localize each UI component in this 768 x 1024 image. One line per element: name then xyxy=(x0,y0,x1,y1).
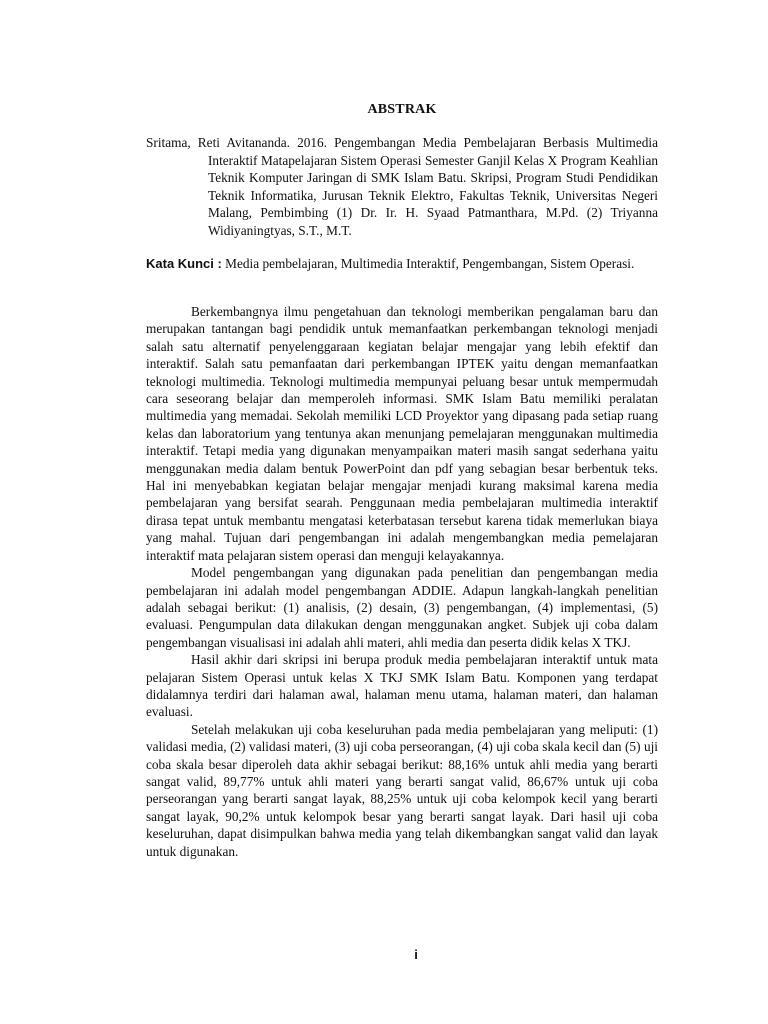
paragraph: Model pengembangan yang digunakan pada penelitian dan pengembangan media pembelajaran ini adalah model pengembangan ADDIE. Adapun langkah-langkah penelitian adalah sebagai berikut: (1) analisis, (2) desain, (3) pengembangan, (4) implementasi, (5) evaluasi. Pengumpulan data dilakukan dengan menggunakan angket. Subjek uji coba dalam pengembangan visualisasi ini adalah ahli materi, ahli media dan peserta didik kelas X TKJ. xyxy=(146,565,658,650)
abstract-body xyxy=(146,303,658,860)
paragraph: Setelah melakukan uji coba keseluruhan pada media pembelajaran yang meliputi: (1) validasi media, (2) validasi materi, (3) uji coba perseorangan, (4) uji coba skala kecil dan (5) uji coba skala besar diperoleh data akhir sebagai berikut: 88,16% untuk ahli media yang berarti sangat valid, 89,77% untuk ahli materi yang berarti sangat valid, 86,67% untuk uji coba perseorangan yang berarti sangat layak, 88,25% untuk uji coba kelompok kecil yang berarti sangat layak, 90,2% untuk kelompok besar yang berarti sangat layak. Dari hasil uji coba keseluruhan, dapat disimpulkan bahwa media yang telah dikembangkan sangat valid dan layak untuk digunakan. xyxy=(146,721,658,859)
keywords xyxy=(146,255,658,273)
keywords-label: Kata Kunci : xyxy=(146,256,222,271)
citation: Sritama, Reti Avitananda. 2016. Pengembangan Media Pembelajaran Berbasis Multimedia Interaktif Matapelajaran Sistem Operasi Semester Ganjil Kelas X Program Keahlian Teknik Komputer Jaringan di SMK Islam Batu. Skripsi, Program Studi Pendidikan Teknik Informatika, Jurusan Teknik Elektro, Fakultas Teknik, Universitas Negeri Malang, Pembimbing (1) Dr. Ir. H. Syaad Patmanthara, M.Pd. (2) Triyanna Widiyaningtyas, S.T., M.T. xyxy=(146,135,658,238)
paragraph: Hasil akhir dari skripsi ini berupa produk media pembelajaran interaktif untuk mata pelajaran Sistem Operasi untuk kelas X TKJ SMK Islam Batu. Komponen yang terdapat didalamnya terdiri dari halaman awal, halaman menu utama, halaman materi, dan halaman evaluasi. xyxy=(146,652,658,720)
document-page xyxy=(146,0,658,1024)
page-title: ABSTRAK xyxy=(367,102,437,117)
page-number: i xyxy=(414,947,418,962)
keywords-text: Media pembelajaran, Multimedia Interaktif, Pengembangan, Sistem Operasi. xyxy=(225,256,635,271)
paragraph: Berkembangnya ilmu pengetahuan dan teknologi memberikan pengalaman baru dan merupakan tantangan bagi pendidik untuk memanfaatkan perkembangan teknologi menjadi salah satu alternatif penyelenggaraan kegiatan belajar mengajar yang lebih efektif dan interaktif. Salah satu pemanfaatan dari perkembangan IPTEK yaitu dengan memanfaatkan teknologi multimedia. Teknologi multimedia mempunyai peluang besar untuk mempermudah cara seseorang belajar dan memperoleh informasi. SMK Islam Batu memiliki peralatan multimedia yang memadai. Sekolah memiliki LCD Proyektor yang dipasang pada setiap ruang kelas dan laboratorium yang tentunya akan menunjang pemelajaran menggunakan multimedia interaktif. Tetapi media yang digunakan menyampaikan materi masih sangat sederhana yaitu menggunakan media dalam bentuk PowerPoint dan pdf yang sebagian besar berbentuk teks. Hal ini menyebabkan kegiatan belajar mengajar menjadi kurang maksimal karena media pembelajaran yang bersifat searah. Penggunaan media pembelajaran multimedia interaktif dirasa tepat untuk membantu mengatasi keterbatasan tersebut karena tidak memerlukan biaya yang mahal. Tujuan dari pengembangan ini adalah mengembangkan media pemelajaran interaktif mata pelajaran sistem operasi dan menguji kelayakannya. xyxy=(146,304,658,563)
